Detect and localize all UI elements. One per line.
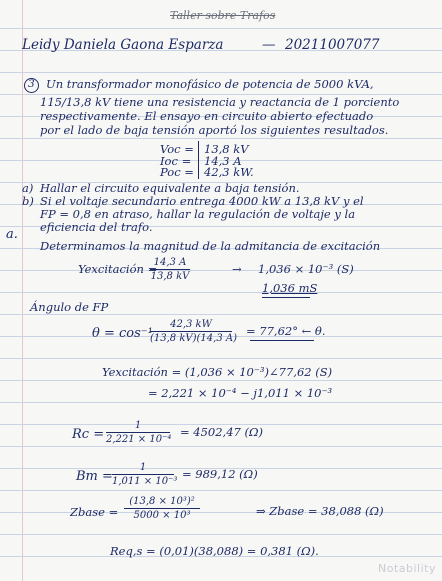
question-b-line-1: Si el voltaje secundario entrega 4000 kW a 13,8 kV y el [40,194,364,208]
ruled-line [0,28,442,29]
rc-denominator: 2,221 × 10⁻⁴ [106,434,172,445]
problem-line-2: 115/13,8 kV tiene una resistencia y reactancia de 1 porciento [40,95,400,109]
data-poc-value: 42,3 kW. [204,165,254,179]
ruled-line [0,292,442,293]
page-title: Taller sobre Trafos [170,9,276,22]
theta-denominator: (13,8 kV)(14,3 A) [150,333,237,344]
data-bracket [198,141,199,179]
data-voc-label: Voc = [160,142,194,156]
bm-label: Bm = [76,469,113,484]
bm-result: = 989,12 (Ω) [182,467,258,481]
bm-numerator: 1 [112,462,174,475]
req-line: Req,s = (0,01)(38,088) = 0,381 (Ω). [110,544,319,558]
problem-number: 3 [28,78,35,90]
bm-fraction [112,462,178,487]
y-denominator: 13,8 kV [150,271,190,282]
ruled-line [0,402,442,403]
rc-result: = 4502,47 (Ω) [180,425,264,439]
ruled-line [0,138,442,139]
app-watermark: Notability [378,562,436,575]
ruled-line [0,446,442,447]
question-a-text: Hallar el circuito equivalente a baja tensión. [40,181,300,195]
data-ioc-label: Ioc = [160,154,192,168]
rc-label: Rc = [72,427,105,442]
ruled-line [0,72,442,73]
zbase-numerator: (13,8 × 10³)² [124,496,200,509]
ruled-line [0,490,442,491]
theta-numerator: 42,3 kW [150,319,232,332]
student-name: Leidy Daniela Gaona Esparza [22,37,224,53]
zbase-label: Zbase = [70,505,119,519]
problem-line-4: por el lado de baja tensión aportó los siguientes resultados. [40,123,389,137]
theta-lhs: θ = cos⁻¹ [92,326,153,341]
question-b-line-2: FP = 0,8 en atraso, hallar la regulación de voltaje y la [40,207,356,221]
bm-denominator: 1,011 × 10⁻³ [112,476,178,487]
y-polar: Yexcitación = (1,036 × 10⁻³)∠77,62 (S) [102,365,333,379]
data-voc-value: 13,8 kV [204,142,249,156]
data-poc-label: Poc = [160,165,194,179]
y-label: Yexcitación = [78,262,158,276]
ruled-line [0,534,442,535]
student-code: 20211007077 [285,37,380,53]
name-separator: — [262,37,276,53]
y-result: 1,036 × 10⁻³ (S) [258,262,354,276]
arrow: → [232,262,242,276]
solution-part-label: a. [6,227,18,242]
margin-line [22,0,23,581]
ruled-line [0,314,442,315]
angle-intro: Ángulo de FP [30,300,109,314]
y-numerator: 14,3 A [150,257,190,270]
y-result-ms: 1,036 mS [262,281,318,295]
rc-numerator: 1 [106,420,170,433]
zbase-result: ⇒ Zbase = 38,088 (Ω) [256,504,384,518]
question-b-line-3: eficiencia del trafo. [40,220,153,234]
theta-result: = 77,62° ← θ. [246,324,326,338]
data-ioc-value: 14,3 A [204,154,242,168]
ruled-line [0,270,442,271]
problem-line-1: Un transformador monofásico de potencia de 5000 kVA, [46,77,374,91]
zbase-denominator: 5000 × 10³ [133,510,191,521]
rc-fraction [106,420,170,445]
question-a-label: a) [22,181,34,195]
underline [250,340,314,341]
theta-fraction [150,319,237,344]
y-fraction [150,257,190,282]
y-rect: = 2,221 × 10⁻⁴ − j1,011 × 10⁻³ [148,386,333,400]
question-b-label: b) [22,194,34,208]
ruled-line [0,358,442,359]
problem-line-3: respectivamente. El ensayo en circuito abierto efectuado [40,109,374,123]
solution-intro: Determinamos la magnitud de la admitancia de excitación [40,239,381,253]
zbase-fraction [124,496,200,521]
ruled-line [0,380,442,381]
underline [262,297,310,298]
